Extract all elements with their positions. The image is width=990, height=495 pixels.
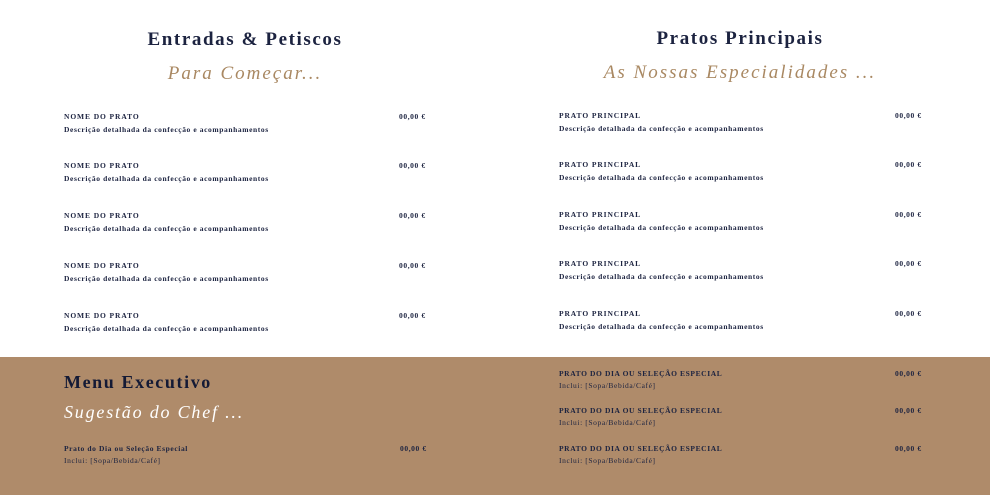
menu-item-name: PRATO PRINCIPAL — [559, 259, 642, 268]
menu-item-right-4 — [559, 259, 764, 281]
executive-item-description: Inclui: [Sopa/Bebida/Café] — [559, 456, 656, 465]
menu-item-price: 00,00 € — [399, 211, 426, 220]
menu-item-description: Descrição detalhada da confecção e acompanhamentos — [64, 324, 269, 333]
menu-item-name: PRATO PRINCIPAL — [559, 210, 642, 219]
menu-item-price: 00,00 € — [399, 161, 426, 170]
menu-item-right-5 — [559, 309, 764, 331]
menu-item-left-2 — [64, 161, 269, 183]
menu-item-name: NOME DO PRATO — [64, 261, 140, 270]
executive-item-description: Inclui: [Sopa/Bebida/Café] — [559, 381, 656, 390]
menu-item-description: Descrição detalhada da confecção e acompanhamentos — [64, 174, 269, 183]
menu-item-right-1 — [559, 111, 764, 133]
section-title-pratos-principais: Pratos Principais — [656, 28, 824, 49]
menu-item-description: Descrição detalhada da confecção e acompanhamentos — [64, 125, 269, 134]
menu-item-description: Descrição detalhada da confecção e acompanhamentos — [559, 272, 764, 281]
menu-item-name: NOME DO PRATO — [64, 211, 140, 220]
executive-item-price: 00,00 € — [895, 369, 922, 378]
executive-item-right-2 — [559, 406, 722, 427]
section-subtitle-para-comecar: Para Começar... — [167, 63, 323, 84]
executive-item-price: 00,00 € — [895, 406, 922, 415]
menu-item-left-1 — [64, 112, 269, 134]
menu-item-price: 00,00 € — [399, 261, 426, 270]
menu-item-price: 00,00 € — [895, 160, 922, 169]
menu-item-price: 00,00 € — [895, 210, 922, 219]
executive-item-name: PRATO DO DIA OU SELEÇÃO ESPECIAL — [559, 444, 723, 453]
menu-item-name: PRATO PRINCIPAL — [559, 111, 642, 120]
menu-item-description: Descrição detalhada da confecção e acompanhamentos — [559, 223, 764, 232]
menu-item-name: NOME DO PRATO — [64, 311, 140, 320]
menu-item-left-5 — [64, 311, 269, 333]
menu-item-price: 00,00 € — [895, 259, 922, 268]
menu-item-left-3 — [64, 211, 269, 233]
section-subtitle-sugestao-chef: Sugestão do Chef ... — [64, 402, 244, 422]
menu-item-name: NOME DO PRATO — [64, 112, 140, 121]
menu-item-description: Descrição detalhada da confecção e acompanhamentos — [559, 173, 764, 182]
menu-item-name: NOME DO PRATO — [64, 161, 140, 170]
executive-item-description: Inclui: [Sopa/Bebida/Café] — [64, 456, 161, 465]
menu-item-description: Descrição detalhada da confecção e acompanhamentos — [64, 274, 269, 283]
executive-item-left — [64, 444, 188, 465]
menu-item-price: 00,00 € — [399, 311, 426, 320]
menu-item-right-3 — [559, 210, 764, 232]
executive-item-right-1 — [559, 369, 722, 390]
section-subtitle-especialidades: As Nossas Especialidades ... — [603, 62, 877, 83]
menu-item-description: Descrição detalhada da confecção e acompanhamentos — [559, 322, 764, 331]
menu-item-description: Descrição detalhada da confecção e acompanhamentos — [559, 124, 764, 133]
executive-item-name: PRATO DO DIA OU SELEÇÃO ESPECIAL — [559, 406, 723, 415]
menu-item-price: 00,00 € — [895, 309, 922, 318]
section-title-menu-executivo: Menu Executivo — [64, 372, 212, 392]
executive-item-name: Prato do Dia ou Seleção Especial — [64, 444, 188, 453]
executive-item-right-3 — [559, 444, 722, 465]
executive-item-description: Inclui: [Sopa/Bebida/Café] — [559, 418, 656, 427]
menu-item-price: 00,00 € — [399, 112, 426, 121]
executive-item-price: 00,00 € — [895, 444, 922, 453]
executive-item-price: 00,00 € — [400, 444, 427, 453]
menu-item-right-2 — [559, 160, 764, 182]
menu-item-name: PRATO PRINCIPAL — [559, 160, 642, 169]
section-title-entradas: Entradas & Petiscos — [147, 29, 343, 50]
menu-item-description: Descrição detalhada da confecção e acompanhamentos — [64, 224, 269, 233]
menu-item-price: 00,00 € — [895, 111, 922, 120]
menu-item-left-4 — [64, 261, 269, 283]
menu-item-name: PRATO PRINCIPAL — [559, 309, 642, 318]
executive-item-name: PRATO DO DIA OU SELEÇÃO ESPECIAL — [559, 369, 723, 378]
